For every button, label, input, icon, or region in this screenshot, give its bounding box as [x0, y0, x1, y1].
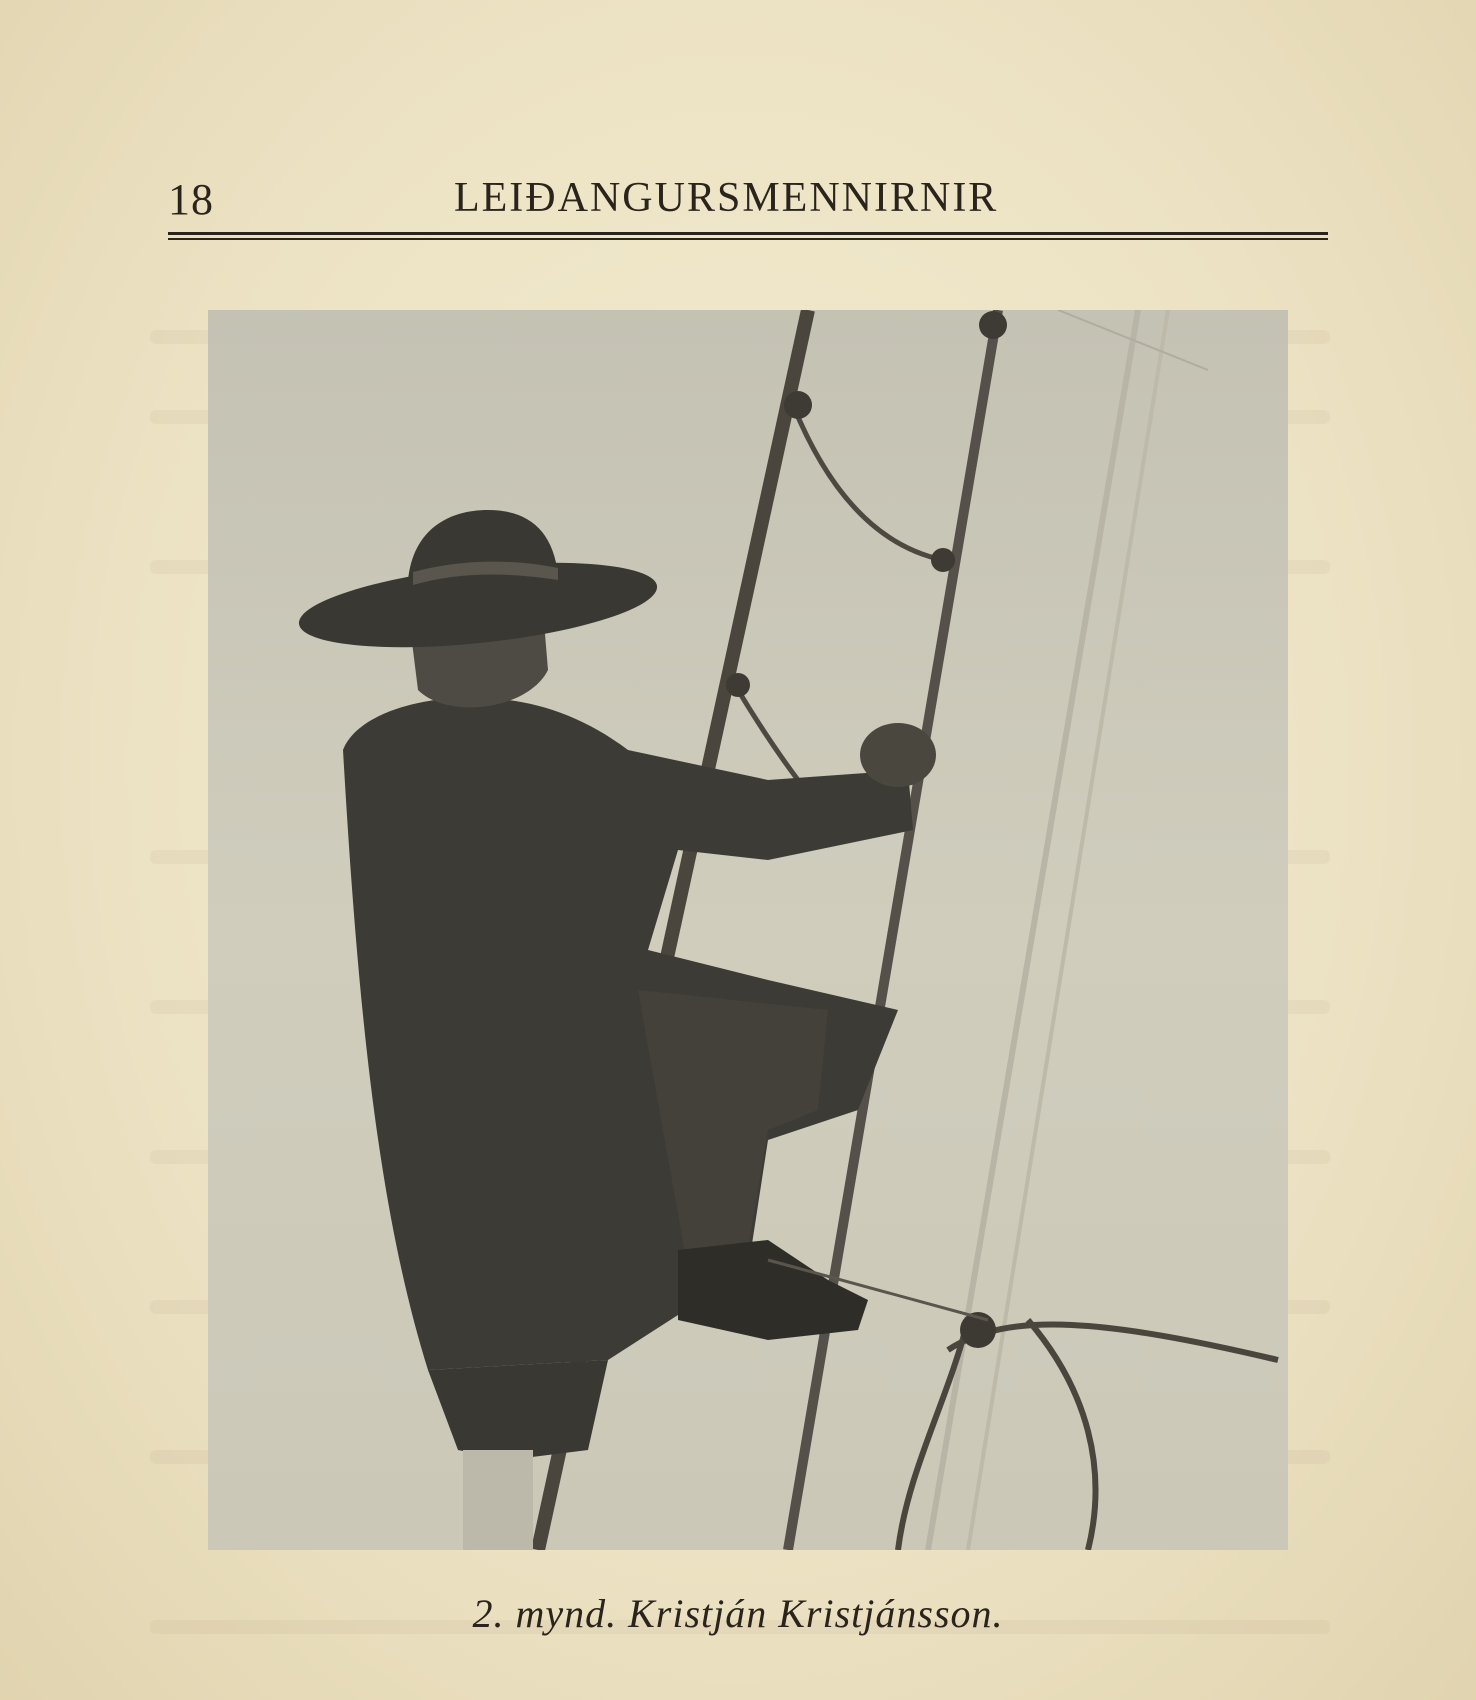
- rope-knot: [726, 673, 750, 697]
- rope-knot: [979, 311, 1007, 339]
- rope-knot: [931, 548, 955, 572]
- running-head: LEIÐANGURSMENNIRNIR: [454, 175, 999, 221]
- header-rule-thin: [168, 238, 1328, 240]
- header-rule-thick: [168, 232, 1328, 235]
- page-header: [168, 170, 1328, 230]
- photo-illustration: [208, 310, 1288, 1550]
- rope-knot: [784, 391, 812, 419]
- photograph: [208, 310, 1288, 1550]
- man-lower-leg: [463, 1450, 533, 1550]
- man-hand: [860, 723, 936, 787]
- page-number: 18: [168, 175, 214, 224]
- figure-caption: 2. mynd. Kristján Kristjánsson.: [472, 1591, 1004, 1636]
